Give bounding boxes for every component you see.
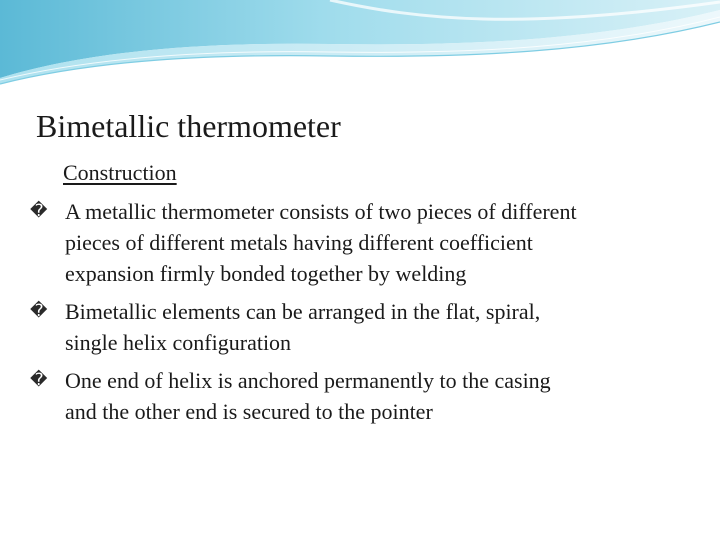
bullet-item bbox=[30, 365, 690, 427]
bullet-text-line: single helix configuration bbox=[65, 330, 292, 355]
section-subheading: Construction bbox=[63, 160, 177, 185]
bullet-marker-icon: � bbox=[30, 301, 48, 321]
header-wave-decoration bbox=[0, 0, 720, 95]
bullet-text-line: expansion firmly bonded together by welding bbox=[65, 261, 467, 286]
bullet-item bbox=[30, 296, 690, 358]
bullet-list bbox=[30, 196, 690, 434]
bullet-text-line: One end of helix is anchored permanently to the casing bbox=[65, 368, 551, 393]
slide-title: Bimetallic thermometer bbox=[36, 108, 341, 144]
bullet-item bbox=[30, 196, 690, 289]
bullet-text-line: and the other end is secured to the pointer bbox=[65, 399, 433, 424]
bullet-marker-icon: � bbox=[30, 201, 48, 221]
bullet-marker-icon: � bbox=[30, 370, 48, 390]
bullet-text-line: A metallic thermometer consists of two pieces of different bbox=[65, 199, 577, 224]
bullet-text-line: pieces of different metals having different coefficient bbox=[65, 230, 533, 255]
bullet-text-line: Bimetallic elements can be arranged in the flat, spiral, bbox=[65, 299, 541, 324]
